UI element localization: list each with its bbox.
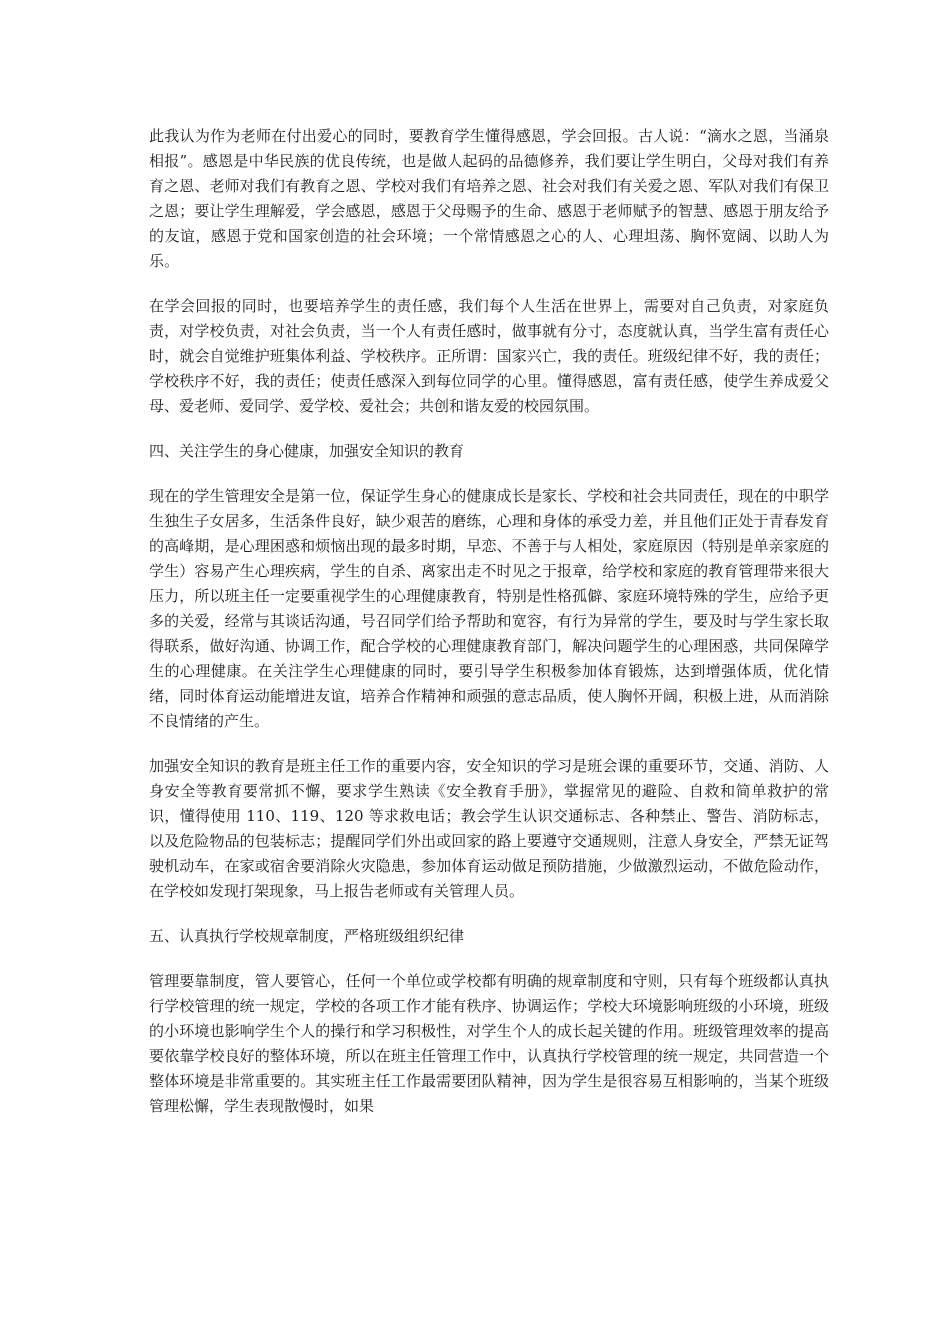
paragraph-school-rules: 管理要靠制度，管人要管心，任何一个单位或学校都有明确的规章制度和守则，只有每个班级都认真执行学校管理的统一规定，学校的各项工作才能有秩序、协调运作；学校大环境影响班级的小环境，班级的小环境也影响学生个人的操行和学习积极性，对学生个人的成长起关键的作用。班级管理效率的提高要依靠学校良好的整体环境，所以在班主任管理工作中，认真执行学校管理的统一规定，共同营造一个整体环境是非常重要的。其实班主任工作最需要团队精神，因为学生是很容易互相影响的，当某个班级管理松懈，学生表现散慢时，如果 — [149, 972, 829, 1115]
section-heading-5: 五、认真执行学校规章制度，严格班级组织纪律 — [149, 927, 465, 945]
paragraph-gratitude: 此我认为作为老师在付出爱心的同时，要教育学生懂得感恩，学会回报。古人说：“滴水之恩，当涌泉相报”。感恩是中华民族的优良传统，也是做人起码的品德修养，我们要让学生明白，父母对我们有养育之恩、老师对我们有教育之恩、学校对我们有培养之恩、社会对我们有关爱之恩、军队对我们有保卫之恩；要让学生理解爱，学会感恩，感恩于父母赐予的生命、感恩于老师赋予的智慧、感恩于朋友给予的友谊，感恩于党和国家创造的社会环境；一个常情感恩之心的人、心理坦荡、胸怀宽阔、以助人为乐。 — [149, 127, 829, 270]
document-page — [149, 124, 829, 1139]
section-heading-4: 四、关注学生的身心健康，加强安全知识的教育 — [149, 442, 465, 460]
paragraph-responsibility: 在学会回报的同时，也要培养学生的责任感，我们每个人生活在世界上，需要对自己负责，对家庭负责，对学校负责，对社会负责，当一个人有责任感时，做事就有分寸，态度就认真，当学生富有责任心时，就会自觉维护班集体利益、学校秩序。正所谓：国家兴亡，我的责任。班级纪律不好，我的责任；学校秩序不好，我的责任；使责任感深入到每位同学的心里。懂得感恩，富有责任感，使学生养成爱父母、爱老师、爱同学、爱学校、爱社会；共创和谐友爱的校园氛围。 — [149, 297, 829, 415]
paragraph-safety-education: 加强安全知识的教育是班主任工作的重要内容，安全知识的学习是班会课的重要环节，交通、消防、人身安全等教育要常抓不懈，要求学生熟读《安全教育手册》，掌握常见的避险、自救和简单救护的常识，懂得使用 110、119、120 等求救电话；教会学生认识交通标志、各种禁止、警告、消防标志，以及危险物品的包装标志；提醒同学们外出或回家的路上要遵守交通规则，注意人身安全，严禁无证驾驶机动车，在家或宿舍要消除火灾隐患，参加体育运动做足预防措施，少做激烈运动，不做危险动作，在学校如发现打架现象，马上报告老师或有关管理人员。 — [149, 757, 829, 900]
paragraph-mental-health: 现在的学生管理安全是第一位，保证学生身心的健康成长是家长、学校和社会共同责任，现在的中职学生独生子女居多，生活条件良好，缺少艰苦的磨练，心理和身体的承受力差，并且他们正处于青春发育的高峰期，是心理困惑和烦恼出现的最多时期，早恋、不善于与人相处，家庭原因（特别是单亲家庭的学生）容易产生心理疾病，学生的自杀、离家出走不时见之于报章，给学校和家庭的教育管理带来很大压力，所以班主任一定要重视学生的心理健康教育，特别是性格孤僻、家庭环境特殊的学生，应给予更多的关爱，经常与其谈话沟通，号召同学们给予帮助和宽容，有行为异常的学生，要及时与学生家长取得联系，做好沟通、协调工作，配合学校的心理健康教育部门，解决问题学生的心理困惑，共同保障学生的心理健康。在关注学生心理健康的同时，要引导学生积极参加体育锻炼，达到增强体质，优化情绪，同时体育运动能增进友谊，培养合作精神和顽强的意志品质，使人胸怀开阔，积极上进，从而消除不良情绪的产生。 — [149, 487, 829, 730]
